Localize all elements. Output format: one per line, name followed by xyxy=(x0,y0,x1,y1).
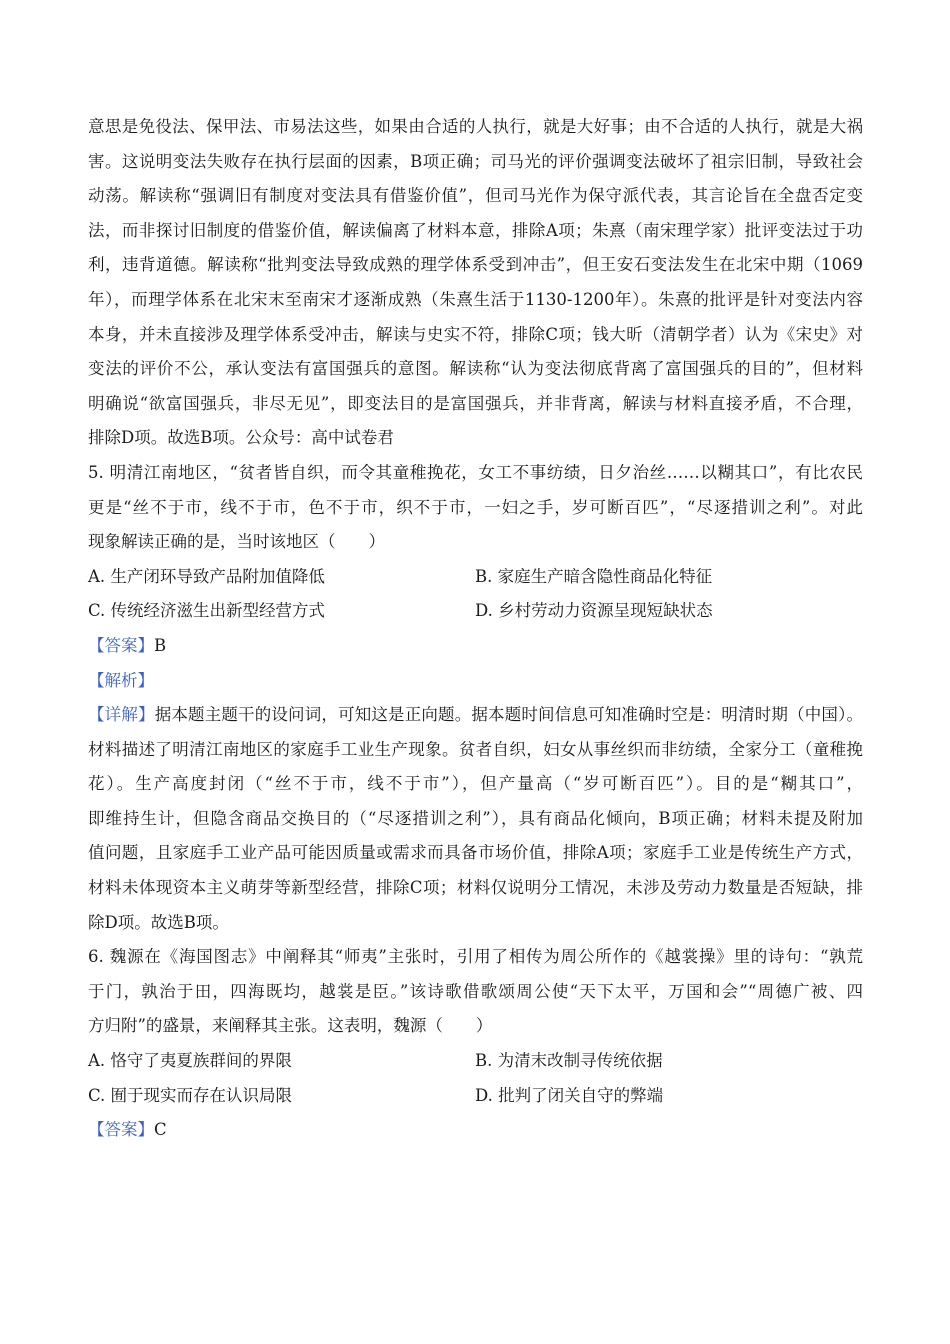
text-line: 本身，并未直接涉及理学体系受冲击，解读与史实不符，排除C项；钱大昕（清朝学者）认为《宋史》对 xyxy=(88,324,863,344)
option-d: D. 乡村劳动力资源呈现短缺状态 xyxy=(475,601,713,621)
text-line: 年），而理学体系在北宋末至南宋才逐渐成熟（朱熹生活于1130-1200年）。朱熹的批评是针对变法内容 xyxy=(88,289,863,309)
option-d: D. 批判了闭关自守的弊端 xyxy=(475,1085,664,1105)
text-line: 排除D项。故选B项。公众号：高中试卷君 xyxy=(88,428,394,448)
text-line: 变法的评价不公，承认变法有富国强兵的意图。解读称“认为变法彻底背离了富国强兵的目的”，但材料 xyxy=(88,359,863,379)
option-c: C. 囿于现实而存在认识局限 xyxy=(88,1085,293,1105)
option-a: A. 生产闭环导致产品附加值降低 xyxy=(88,566,325,586)
options-row xyxy=(88,560,863,595)
options-row xyxy=(88,1044,863,1079)
detail-line: 除D项。故选B项。 xyxy=(88,912,229,932)
options-row xyxy=(88,1079,863,1114)
question-stem-line: 6. 魏源在《海国图志》中阐释其“师夷”主张时，引用了相传为周公所作的《越裳操》里的诗句：“孰荒 xyxy=(88,947,863,967)
option-b: B. 为清末改制寻传统依据 xyxy=(475,1051,663,1071)
answer-value: C xyxy=(154,1120,167,1140)
question-stem-line: 5. 明清江南地区，“贫者皆自织，而令其童稚挽花，女工不事纺绩，日夕治丝……以糊其口”，有比农民 xyxy=(88,462,863,482)
options-row xyxy=(88,594,863,629)
text-line: 明确说“欲富国强兵，非尽无见”，即变法目的是富国强兵，并非背离，解读与材料直接矛盾，不合理， xyxy=(88,393,863,413)
detail-line: 材料描述了明清江南地区的家庭手工业生产现象。贫者自织，妇女从事丝织而非纺绩，全家分工（童稚挽 xyxy=(88,739,863,759)
detail-line: 即维持生计，但隐含商品交换目的（“尽逐措训之利”），具有商品化倾向，B项正确；材料未提及附加 xyxy=(88,808,863,828)
answer-tag: 【答案】 xyxy=(88,1120,154,1140)
question-stem-line: 于门，孰治于田，四海既均，越裳是臣。”该诗歌借歌颂周公使“天下太平，万国和会”“周德广被、四 xyxy=(88,981,863,1001)
answer-value: B xyxy=(154,635,167,655)
option-c: C. 传统经济滋生出新型经营方式 xyxy=(88,601,326,621)
text-line: 法，而非探讨旧制度的借鉴价值，解读偏离了材料本意，排除A项；朱熹（南宋理学家）批评变法过于功 xyxy=(88,220,863,240)
page-content xyxy=(88,110,863,1148)
detail-line: 值问题，且家庭手工业产品可能因质量或需求而具备市场价值，排除A项；家庭手工业是传统生产方式， xyxy=(88,843,863,863)
detail-text: 据本题主题干的设问词，可知这是正向题。据本题时间信息可知准确时空是：明清时期（中国）。 xyxy=(154,705,864,725)
detail-line: 材料未体现资本主义萌芽等新型经营，排除C项；材料仅说明分工情况，未涉及劳动力数量是否短缺，排 xyxy=(88,878,863,898)
answer-line xyxy=(88,1113,863,1148)
answer-line xyxy=(88,629,863,664)
text-line: 意思是免役法、保甲法、市易法这些，如果由合适的人执行，就是大好事；由不合适的人执行，就是大祸 xyxy=(88,117,863,136)
text-line: 利，违背道德。解读称“批判变法导致成熟的理学体系受到冲击”，但王安石变法发生在北宋中期（1069 xyxy=(88,255,863,275)
question-stem-line: 更是“丝不于市，线不于市，色不于市，织不于市，一妇之手，岁可断百匹”，“尽逐措训之利”。对此 xyxy=(88,497,863,517)
detail-tag: 【详解】 xyxy=(88,705,155,725)
analysis-tag: 【解析】 xyxy=(88,670,154,690)
previous-analysis xyxy=(88,110,863,456)
answer-tag: 【答案】 xyxy=(88,635,154,655)
text-line: 害。这说明变法失败存在执行层面的因素，B项正确；司马光的评价强调变法破坏了祖宗旧制，导致社会 xyxy=(88,151,863,171)
option-b: B. 家庭生产暗含隐性商品化特征 xyxy=(475,566,713,586)
analysis-line xyxy=(88,664,863,699)
question-stem-line: 方归附”的盛景，来阐释其主张。这表明，魏源（ ） xyxy=(88,1016,493,1036)
detail-line: 花）。生产高度封闭（“丝不于市，线不于市”），但产量高（“岁可断百匹”）。目的是“糊其口”， xyxy=(88,774,863,794)
detail-line xyxy=(88,698,863,733)
question-6 xyxy=(88,940,863,1148)
option-a: A. 恪守了夷夏族群间的界限 xyxy=(88,1051,292,1071)
text-line: 动荡。解读称“强调旧有制度对变法具有借鉴价值”，但司马光作为保守派代表，其言论旨在全盘否定变 xyxy=(88,186,863,206)
question-5 xyxy=(88,456,863,940)
question-stem-line: 现象解读正确的是，当时该地区（ ） xyxy=(88,532,385,552)
